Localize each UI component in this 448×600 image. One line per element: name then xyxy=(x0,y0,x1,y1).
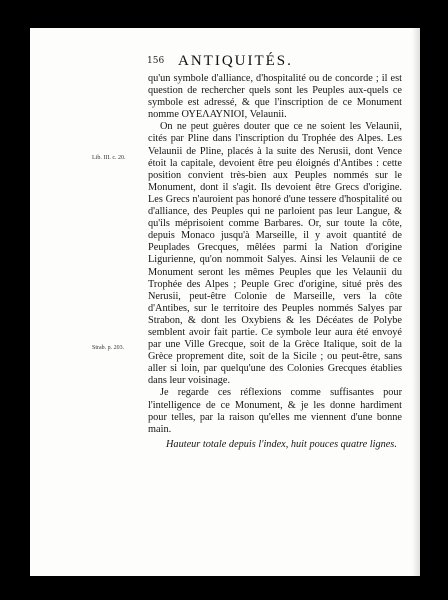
footnote-height: Hauteur totale depuis l'index, huit pouces quatre lignes. xyxy=(166,438,397,450)
book-page xyxy=(30,28,420,576)
margin-note-pliny: Lib. III. c. 20. xyxy=(92,155,126,161)
page-number: 156 xyxy=(147,56,165,66)
margin-note-strabo: Strab. p. 203. xyxy=(92,345,125,351)
paragraph-conclusion: Je regarde ces réflexions comme suffisantes pour l'intelligence de ce Monument, & je les donne hardiment pour telles, par la raison qu'elles me viennent d'une bonne main. xyxy=(148,387,402,435)
page-header xyxy=(30,53,420,72)
running-title: ANTIQUITÉS. xyxy=(178,53,293,69)
page-edge-shadow xyxy=(412,28,420,576)
body-text xyxy=(148,73,402,451)
paragraph-continuation: qu'un symbole d'alliance, d'hospitalité ou de concorde ; il est question de rechercher quels sont les Peuples aux-quels ce symbole est adressé, & que l'inscription de ce Monument nomme ΟΥΕΛΑΥΝΙΟΙ, Velaunii. xyxy=(148,73,402,121)
paragraph-velaunii: On ne peut guères douter que ce ne soient les Velaunii, cités par Pline dans l'inscription du Trophée des Alpes. Les Velaunii de Pline, placés à la suite des Nerusii, dont Vence étoit la capitale, devoient être peu éloignés d'Antibes : cette position convient très-bien aux Peuples nommés sur le Monument, dont il s'agit. Ils devoient être Grecs d'origine. Les Grecs n'auroient pas honoré d'une tessere d'hospitalité ou d'alliance, des Peuples qui ne parloient pas leur Langue, & qu'ils méprisoient comme Barbares. Or, sur toute la côte, depuis Monaco jusqu'à Marseille, il y avoit quantité de Peuplades Grecques, mêlées parmi la Nation d'origine Ligurienne, qu'on nommoit Salyes. Ainsi les Velaunii de ce Monument seront les mêmes Peuples que les Velaunii du Trophée des Alpes ; Peuple Grec d'origine, situé près des Nerusii, peut-être Colonie de Marseille, vers la côte d'Antibes, sur le territoire des Peuples nommés Salyes par Strabon, & dont les Oxybiens & les Décéates de Polybe semblent avoir fait partie. Ce symbole leur aura été envoyé par une Ville Grecque, soit de la Grèce Italique, soit de la Grèce proprement dite, soit de la Sicile ; ou peut-être, sans aller si loin, par quelqu'une des Colonies Grecques établies dans leur voisinage. xyxy=(148,121,402,387)
